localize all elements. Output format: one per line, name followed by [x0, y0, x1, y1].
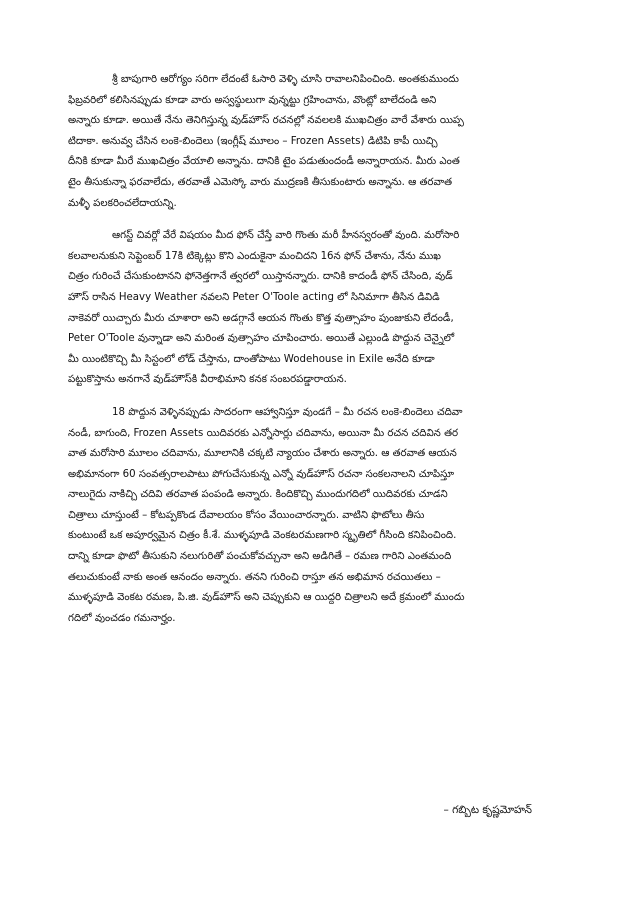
text-line: దాన్ని కూడా ఫొటో తీసుకుని నలుగురితో పంచుకోవచ్చునా అని అడిగితే – రమణ గారిని ఎంతమంది	[68, 551, 452, 563]
text-line: అన్నారు కూడా. అయితే నేను తెనిగిస్తున్న వుడ్‌హౌస్ రచనల్లో నవలలకి ముఖచిత్రం వారే వేశారు యిప్ప	[68, 115, 464, 127]
text-line: శ్రీ బాపుగారి ఆరోగ్యం సరిగా లేదంటే ఓసారి వెళ్ళి చూసి రావాలనిపించింది. అంతకుముందు	[112, 74, 459, 85]
text-line: మీ యింటికొచ్చి మీ సిస్టంలో లోడ్ చేస్తాను, దాంతోపాటు Wodehouse in Exile అనేది కూడా	[68, 353, 435, 365]
text-line: నండీ, బాగుంది, Frozen Assets యిదివరకు ఎన్నోసార్లు చదివాను, అయినా మీ రచన చదివిన తర	[68, 427, 459, 439]
paragraph	[68, 403, 590, 630]
document-body	[68, 70, 590, 629]
author-signature: – గబ్బిట కృష్ణమోహన్	[443, 804, 532, 816]
text-line: పట్టుకొస్తాను అనగానే వుడ్‌హౌస్‌కి వీరాభిమాని కనక సంబరపడ్డారాయన.	[68, 374, 347, 386]
text-line: నాలుగైదు నాకిచ్చి చదివి తరవాత పంపండి అన్నారు. కిందికొచ్చి ముందుగదిలో యిదివరకు చూడని	[68, 489, 448, 501]
text-line: ఆగస్ట్ చివర్లో వేరే విషయం మీద ఫోన్ చేస్తే వారి గొంతు మరీ హీనస్వరంతో వుంది. మరోసారి	[112, 230, 460, 242]
text-line: అభిమానంగా 60 సంవత్సరాలపాటు పోగుచేసుకున్న ఎన్నో వుడ్‌హౌస్ రచనా సంకలనాలని చూపిస్తూ	[68, 468, 455, 480]
text-line: నాకెవరో యిచ్చారు మీరు చూశారా అని అడగ్గానే ఆయన గొంతు కొత్త వుత్సాహం పుంజుకుని లేదండీ,	[68, 312, 454, 324]
paragraph	[68, 226, 590, 391]
text-line: దీనికి కూడా మీరే ముఖచిత్రం వేయాలి అన్నాను. దానికి టైం పడుతుందండీ అన్నారాయన. మీరు ఎంత	[68, 156, 460, 168]
text-line: టిదాకా. అనువ్వ చేసిన లంకె-బిందెలు (ఇంగ్లీష్ మూలం – Frozen Assets) డిటిపి కాపీ యిచ్చి	[68, 135, 438, 147]
text-line: వాత మరోసారి మూలం చదివాను, మూలానికి చక్కటి న్యాయం చేశారు అన్నారు. ఆ తరవాత ఆయన	[68, 448, 457, 460]
text-line: కుంటుంటే ఒక అపూర్వమైన చిత్రం కీ.శే. ముళ్ళపూడి వెంకటరమణగారి స్మృతిలో గీసింది కనిపించింది.	[68, 530, 457, 542]
text-line: తలుచుకుంటే నాకు అంత ఆనందం అన్నారు. తనని గురించి రాస్తూ తన అభిమాన రచయితలు –	[68, 571, 441, 583]
text-line: గదిలో వుంచడం గమనార్హం.	[68, 612, 176, 624]
text-line: 18 పొద్దున వెళ్ళినప్పుడు సాదరంగా ఆహ్వానిస్తూ వుండగే – మీ రచన లంకె-బిందెలు చదివా	[112, 406, 463, 418]
text-line: టైం తీసుకున్నా ఫరవాలేదు, తరవాతే ఎమెస్కో వారు ముద్రణకి తీసుకుంటారు అన్నాను. ఆ తరవాత	[68, 176, 453, 188]
text-line: చిత్రాలు చూస్తుంటే – కోటప్పకొండ దేవాలయం కోసం వేయించారన్నారు. వాటిని ఫొటోలు తీసు	[68, 509, 425, 521]
text-line: హౌస్ రాసిన Heavy Weather నవలని Peter O'Toole acting లో సినిమాగా తీసిన డివిడి	[68, 291, 440, 303]
text-line: Peter O'Toole వున్నాడా అని మరింత వుత్సాహం చూపించారు. అయితే ఎల్లుండి పొద్దున చెన్నైలో	[68, 333, 455, 345]
text-line: చిత్రం గురించే చేసుకుంటానని ఫోనెత్తగానే త్వరలో యిస్తానన్నారు. దానికి కాదండీ ఫోన్ చేసింది, వుడ్	[68, 271, 453, 283]
text-line: మళ్ళీ పలకరించలేదాయన్ని.	[68, 197, 177, 209]
text-line: కలవాలనుకుని సెప్టెంబర్ 17కి టిక్కెట్లు కొని ఎందుకైనా మంచిదని 16న ఫోన్ చేశాను, నేను ముఖ	[68, 250, 441, 262]
text-line: ముళ్ళపూడి వెంకట రమణ, పి.జి. వుడ్‌హౌస్ అని చెప్పుకుని ఆ యిద్దరి చిత్రాలని అదే క్రమంలో ముందు	[68, 592, 465, 604]
paragraph	[68, 70, 590, 214]
text-line: ఫిబ్రవరిలో కలిసినప్పుడు కూడా వారు అస్వస్థులుగా వున్నట్టు గ్రహించాను, వొంట్లో బాలేదండి అని	[68, 94, 437, 106]
